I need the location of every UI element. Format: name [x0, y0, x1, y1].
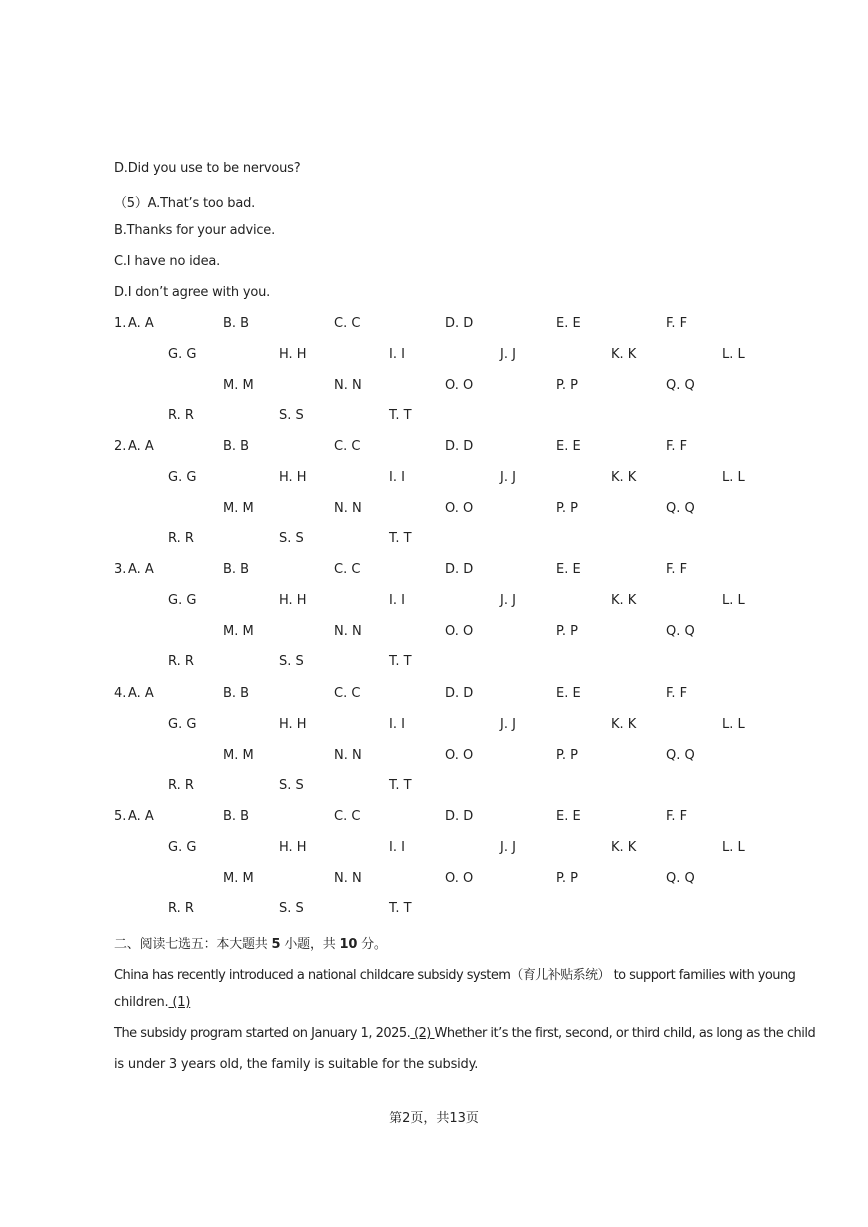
- answer-option[interactable]: G. G: [168, 717, 197, 732]
- answer-option[interactable]: K. K: [611, 470, 637, 485]
- answer-option[interactable]: O. O: [445, 871, 474, 886]
- answer-option[interactable]: Q. Q: [666, 748, 695, 763]
- answer-option[interactable]: E. E: [556, 562, 581, 577]
- answer-option[interactable]: I. I: [389, 717, 405, 732]
- answer-option[interactable]: G. G: [168, 840, 197, 855]
- heading-text-b: 小题，共: [280, 937, 340, 952]
- passage-text: children.: [114, 995, 169, 1010]
- page-footer: 第2页，共13页: [389, 1111, 479, 1126]
- answer-option[interactable]: P. P: [556, 871, 578, 886]
- answer-option[interactable]: S. S: [279, 531, 304, 546]
- answer-option[interactable]: L. L: [722, 593, 745, 608]
- answer-option[interactable]: C. C: [334, 686, 361, 701]
- option-line-d: D.Did you use to be nervous?: [114, 161, 301, 176]
- passage-line-3: [114, 1026, 815, 1041]
- passage-text: Whether it’s the first, second, or third child, as long as the child: [434, 1026, 816, 1041]
- answer-option[interactable]: N. N: [334, 748, 362, 763]
- answer-option[interactable]: I. I: [389, 840, 405, 855]
- answer-option[interactable]: F. F: [666, 439, 688, 454]
- answer-option[interactable]: D. D: [445, 562, 474, 577]
- answer-option[interactable]: I. I: [389, 593, 405, 608]
- answer-option[interactable]: G. G: [168, 470, 197, 485]
- answer-option[interactable]: A. A: [128, 439, 154, 454]
- answer-option[interactable]: D. D: [445, 809, 474, 824]
- answer-option[interactable]: H. H: [279, 593, 307, 608]
- answer-option[interactable]: N. N: [334, 624, 362, 639]
- question-number: 4.: [114, 686, 127, 701]
- answer-option[interactable]: R. R: [168, 531, 194, 546]
- answer-option[interactable]: K. K: [611, 840, 637, 855]
- blank-1[interactable]: (1): [168, 995, 191, 1010]
- answer-option[interactable]: B. B: [223, 562, 250, 577]
- answer-option[interactable]: C. C: [334, 809, 361, 824]
- answer-option[interactable]: J. J: [500, 470, 516, 485]
- answer-option[interactable]: H. H: [279, 717, 307, 732]
- answer-option[interactable]: H. H: [279, 470, 307, 485]
- answer-option[interactable]: R. R: [168, 408, 194, 423]
- answer-option[interactable]: A. A: [128, 809, 154, 824]
- answer-option[interactable]: K. K: [611, 717, 637, 732]
- answer-option[interactable]: K. K: [611, 347, 637, 362]
- answer-option[interactable]: C. C: [334, 439, 361, 454]
- answer-option[interactable]: A. A: [128, 686, 154, 701]
- answer-option[interactable]: B. B: [223, 316, 250, 331]
- answer-option[interactable]: O. O: [445, 378, 474, 393]
- answer-option[interactable]: E. E: [556, 316, 581, 331]
- answer-option[interactable]: J. J: [500, 593, 516, 608]
- answer-option[interactable]: A. A: [128, 562, 154, 577]
- answer-option[interactable]: H. H: [279, 840, 307, 855]
- answer-option[interactable]: B. B: [223, 809, 250, 824]
- answer-option[interactable]: T. T: [389, 408, 412, 423]
- answer-option[interactable]: J. J: [500, 717, 516, 732]
- heading-score: 10: [339, 937, 358, 952]
- answer-option[interactable]: L. L: [722, 470, 745, 485]
- answer-option[interactable]: R. R: [168, 901, 194, 916]
- answer-option[interactable]: M. M: [223, 624, 254, 639]
- answer-option[interactable]: T. T: [389, 901, 412, 916]
- answer-option[interactable]: J. J: [500, 347, 516, 362]
- heading-text-c: 分。: [357, 937, 387, 952]
- answer-option[interactable]: M. M: [223, 378, 254, 393]
- answer-option[interactable]: O. O: [445, 624, 474, 639]
- answer-option[interactable]: R. R: [168, 654, 194, 669]
- answer-option[interactable]: F. F: [666, 562, 688, 577]
- answer-option[interactable]: H. H: [279, 347, 307, 362]
- blank-2[interactable]: (2): [410, 1026, 435, 1041]
- answer-option[interactable]: Q. Q: [666, 624, 695, 639]
- section-heading: [114, 933, 387, 952]
- answer-option[interactable]: B. B: [223, 439, 250, 454]
- answer-option[interactable]: F. F: [666, 316, 688, 331]
- answer-option[interactable]: S. S: [279, 408, 304, 423]
- answer-option[interactable]: F. F: [666, 809, 688, 824]
- answer-option[interactable]: L. L: [722, 840, 745, 855]
- answer-option[interactable]: P. P: [556, 624, 578, 639]
- answer-option[interactable]: G. G: [168, 593, 197, 608]
- passage-line-2: [114, 995, 190, 1010]
- question-number: 5.: [114, 809, 127, 824]
- question-number: 3.: [114, 562, 127, 577]
- question-5-option-b: B.Thanks for your advice.: [114, 223, 276, 238]
- heading-count: 5: [271, 937, 281, 952]
- question-number: 2.: [114, 439, 127, 454]
- answer-option[interactable]: S. S: [279, 901, 304, 916]
- question-5-option-d: D.I don’t agree with you.: [114, 285, 271, 300]
- answer-option[interactable]: L. L: [722, 717, 745, 732]
- answer-option[interactable]: P. P: [556, 748, 578, 763]
- passage-line-4: is under 3 years old, the family is suitable for the subsidy.: [114, 1057, 479, 1072]
- answer-option[interactable]: J. J: [500, 840, 516, 855]
- answer-option[interactable]: I. I: [389, 470, 405, 485]
- answer-option[interactable]: T. T: [389, 531, 412, 546]
- answer-option[interactable]: A. A: [128, 316, 154, 331]
- answer-option[interactable]: I. I: [389, 347, 405, 362]
- answer-option[interactable]: T. T: [389, 654, 412, 669]
- answer-option[interactable]: F. F: [666, 686, 688, 701]
- answer-option[interactable]: B. B: [223, 686, 250, 701]
- answer-option[interactable]: N. N: [334, 378, 362, 393]
- answer-option[interactable]: P. P: [556, 378, 578, 393]
- answer-option[interactable]: D. D: [445, 686, 474, 701]
- answer-option[interactable]: D. D: [445, 439, 474, 454]
- answer-option[interactable]: M. M: [223, 871, 254, 886]
- answer-option[interactable]: L. L: [722, 347, 745, 362]
- heading-text-a: 二、阅读七选五：本大题共: [114, 937, 272, 952]
- answer-option[interactable]: R. R: [168, 778, 194, 793]
- answer-option[interactable]: E. E: [556, 686, 581, 701]
- answer-option[interactable]: N. N: [334, 871, 362, 886]
- answer-option[interactable]: S. S: [279, 778, 304, 793]
- answer-option[interactable]: O. O: [445, 501, 474, 516]
- answer-option[interactable]: N. N: [334, 501, 362, 516]
- answer-option[interactable]: Q. Q: [666, 501, 695, 516]
- question-5-option-a: （5）A.That’s too bad.: [114, 196, 256, 211]
- answer-option[interactable]: O. O: [445, 748, 474, 763]
- answer-option[interactable]: C. C: [334, 562, 361, 577]
- answer-option[interactable]: T. T: [389, 778, 412, 793]
- answer-option[interactable]: P. P: [556, 501, 578, 516]
- question-5-option-c: C.I have no idea.: [114, 254, 221, 269]
- question-number: 1.: [114, 316, 127, 331]
- answer-option[interactable]: M. M: [223, 748, 254, 763]
- answer-option[interactable]: Q. Q: [666, 871, 695, 886]
- answer-option[interactable]: G. G: [168, 347, 197, 362]
- answer-option[interactable]: S. S: [279, 654, 304, 669]
- passage-text: The subsidy program started on January 1, 2025.: [114, 1026, 411, 1041]
- answer-option[interactable]: E. E: [556, 439, 581, 454]
- passage-line-1: China has recently introduced a national childcare subsidy system（育儿补贴系统） to support families with young: [114, 968, 796, 983]
- answer-option[interactable]: K. K: [611, 593, 637, 608]
- answer-option[interactable]: C. C: [334, 316, 361, 331]
- answer-option[interactable]: M. M: [223, 501, 254, 516]
- answer-option[interactable]: D. D: [445, 316, 474, 331]
- answer-option[interactable]: E. E: [556, 809, 581, 824]
- answer-option[interactable]: Q. Q: [666, 378, 695, 393]
